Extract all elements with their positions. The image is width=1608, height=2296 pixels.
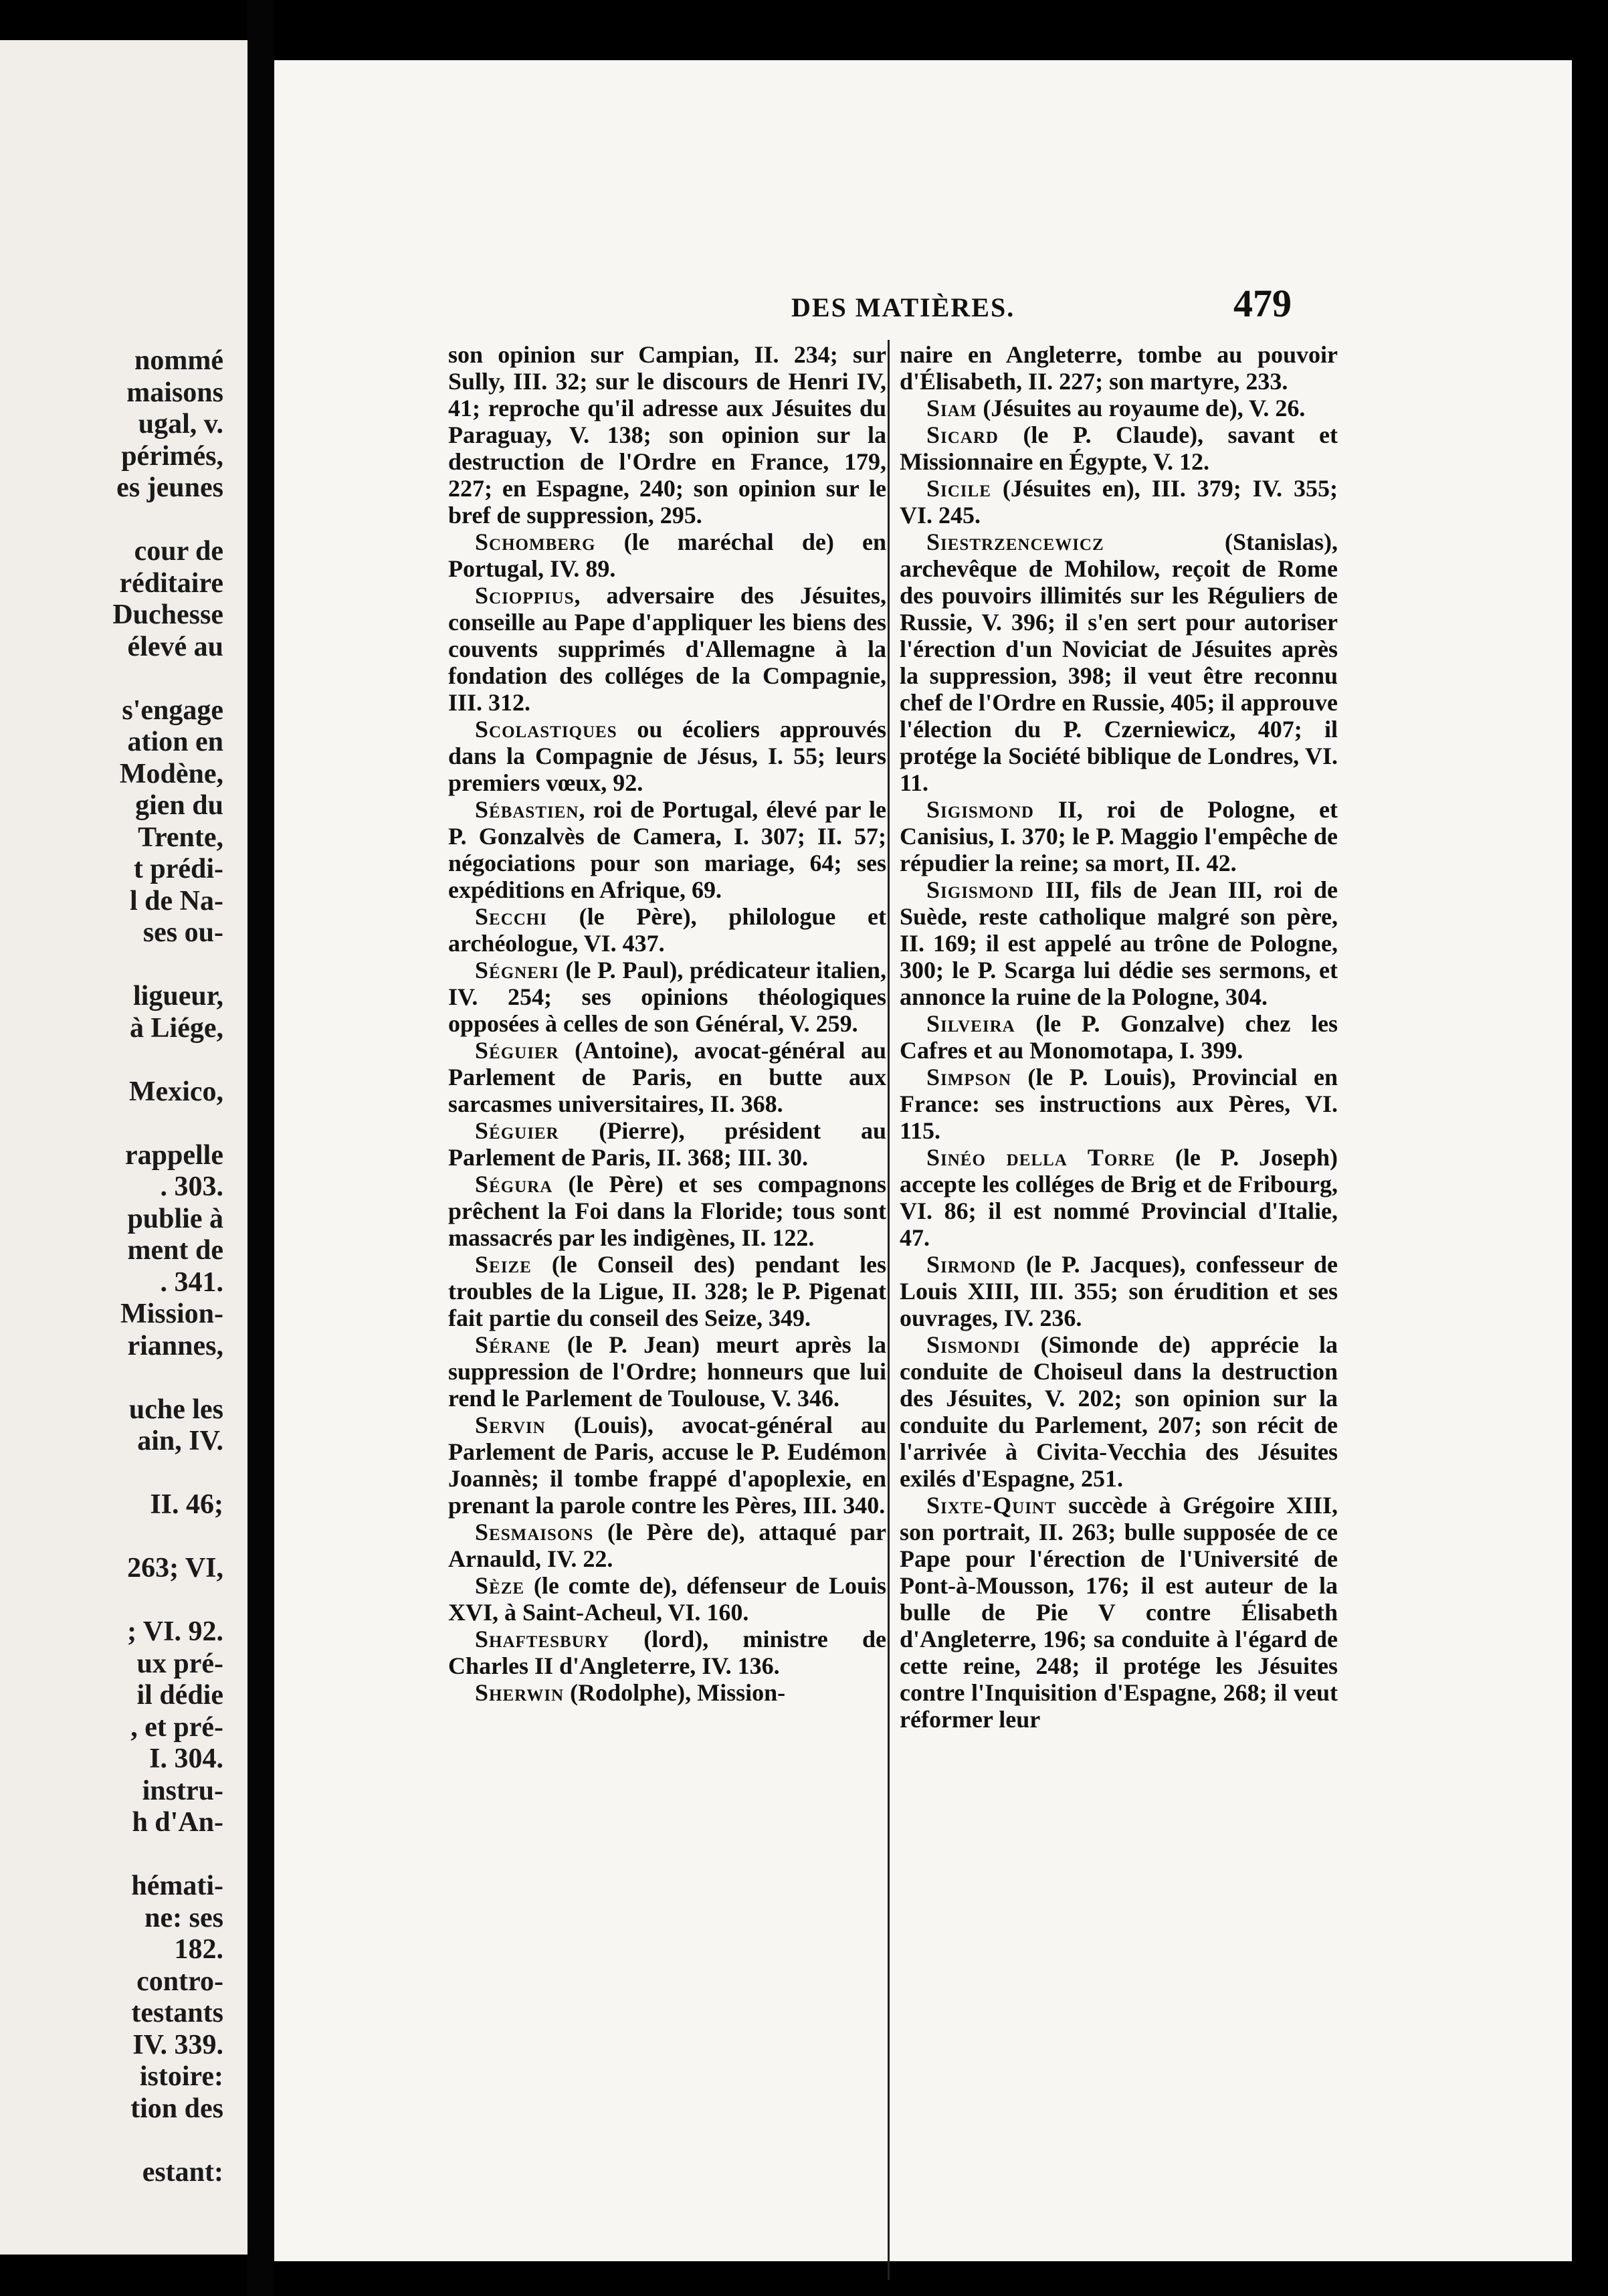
entry-text: (le P. Louis), Provincial en France: ses instructions aux Pères, VI. 115. (900, 1064, 1338, 1144)
entry-text: (le P. Gonzalve) chez les Cafres et au Monomotapa, I. 399. (900, 1010, 1338, 1064)
facing-page-line: maisons (126, 377, 223, 408)
index-entry (448, 1412, 886, 1519)
index-entry (900, 1064, 1338, 1144)
facing-page-line: contro- (136, 1966, 223, 1997)
index-column-left (448, 341, 886, 1706)
entry-headword: Seize (475, 1251, 532, 1278)
entry-headword: Sesmaisons (475, 1519, 594, 1545)
entry-text: (Simonde de) apprécie la conduite de Choiseul dans la destruction des Jésuites, V. 202; son opinion sur la conduite du Parlement, 207; son récit de l'arrivée à Civita-Vecchia des Jésuites exilés d'Espagne, 251. (900, 1331, 1338, 1492)
entry-headword: Sherwin (475, 1679, 565, 1706)
facing-page-line: s'engage (122, 694, 223, 726)
facing-page-line: Mexico, (128, 1076, 223, 1107)
entry-headword: Sicile (926, 475, 991, 502)
facing-page-line: ux pré- (136, 1648, 223, 1679)
facing-page-line: . 303. (160, 1171, 223, 1202)
index-entry (448, 716, 886, 796)
running-header: DES MATIÈRES. (791, 292, 1015, 322)
facing-page-line: rappelle (125, 1139, 223, 1171)
index-entry (448, 796, 886, 903)
facing-page-line: II. 46; (150, 1489, 223, 1520)
entry-text: (le Père) et ses compagnons prêchent la Foi dans la Floride; tous sont massacrés par les indigènes, II. 122. (448, 1171, 886, 1251)
entry-headword: Schomberg (475, 529, 596, 555)
facing-page-line: ligueur, (133, 981, 223, 1012)
facing-page-line: riannes, (127, 1330, 223, 1361)
entry-headword: Sinéo della Torre (926, 1144, 1156, 1171)
entry-text: (le P. Paul), prédicateur italien, IV. 254; ses opinions théologiques opposées à celles de son Général, V. 259. (448, 957, 886, 1037)
facing-page-line: tion des (130, 2093, 223, 2124)
entry-headword: Séguier (475, 1117, 559, 1144)
entry-headword: Scolastiques (475, 716, 617, 743)
entry-headword: Sixte-Quint (926, 1492, 1057, 1519)
entry-text: (Rodolphe), Mission- (564, 1679, 786, 1706)
facing-page-line: il dédie (136, 1680, 223, 1711)
entry-headword: Ségneri (475, 957, 559, 983)
entry-text: (Stanislas), archevêque de Mohilow, reçoit de Rome des pouvoirs illimités sur les Réguliers de Russie, V. 396; il s'en sert pour autoriser l'érection d'un Noviciat de Jésuites après la suppression, 398; il veut être reconnu chef de l'Ordre en Russie, 405; il approuve l'élection du P. Czerniewicz, 407; il protége la Société biblique de Londres, VI. 11. (900, 529, 1338, 796)
facing-page-line: t prédi- (133, 854, 223, 884)
entry-text: (Jésuites au royaume de), V. 26. (977, 395, 1306, 421)
index-entry (900, 475, 1338, 529)
facing-page-line: instru- (142, 1775, 223, 1806)
entry-headword: Servin (475, 1412, 546, 1438)
facing-page-line: , et pré- (130, 1711, 223, 1743)
index-entry (900, 1010, 1338, 1064)
index-entry (448, 1679, 886, 1706)
facing-page-line: Trente, (138, 822, 223, 853)
entry-text: (le P. Jacques), confesseur de Louis XIII, III. 355; son érudition et ses ouvrages, IV. 236. (900, 1251, 1338, 1331)
entry-text: II, roi de Pologne, et Canisius, I. 370; le P. Maggio l'empêche de répudier la reine; sa mort, II. 42. (900, 796, 1338, 876)
facing-page-line: Mission- (120, 1299, 223, 1329)
entry-text: III, fils de Jean III, roi de Suède, reste catholique malgré son père, II. 169; il est appelé au trône de Pologne, 300; le P. Scarga lui dédie ses sermons, et annonce la ruine de la Pologne, 304. (900, 876, 1338, 1010)
facing-page-line: ugal, v. (138, 409, 223, 440)
entry-headword: Sismondi (926, 1331, 1021, 1358)
index-entry (900, 421, 1338, 475)
index-entry (900, 1144, 1338, 1251)
facing-page-line: uche les (128, 1394, 223, 1425)
entry-text: , roi de Portugal, élevé par le P. Gonzalvès de Camera, I. 307; II. 57; négociations pour son mariage, 64; ses expéditions en Afrique, 69. (448, 796, 886, 903)
facing-page-line: nommé (134, 345, 223, 376)
index-entry (448, 1572, 886, 1626)
facing-page-line: 182. (174, 1934, 223, 1965)
entry-text: (le P. Jean) meurt après la suppression de l'Ordre; honneurs que lui rend le Parlement de Toulouse, V. 346. (448, 1331, 886, 1412)
entry-headword: Séguier (475, 1037, 559, 1064)
facing-page-line: ne: ses (144, 1902, 223, 1933)
facing-page-line: élevé au (127, 631, 223, 662)
entry-text: , adversaire des Jésuites, conseille au Pape d'appliquer les biens des couvents supprimés d'Allemagne à la fondation des colléges de la Compagnie, III. 312. (448, 582, 886, 716)
facing-page-line: publie à (127, 1203, 223, 1234)
page-number: 479 (1233, 282, 1292, 325)
facing-page-line: ation en (127, 727, 223, 757)
index-entry (900, 395, 1338, 421)
facing-page-line: périmés, (121, 440, 223, 472)
entry-headword: Sirmond (926, 1251, 1016, 1278)
entry-text: (Louis), avocat-général au Parlement de Paris, accuse le P. Eudémon Joannès; il tombe frappé d'apoplexie, en prenant la parole contre les Pères, III. 340. (448, 1412, 886, 1519)
entry-headword: Siestrzencewicz (926, 529, 1104, 555)
facing-page-line: ; VI. 92. (127, 1616, 223, 1647)
index-entry (900, 796, 1338, 876)
index-entry (448, 957, 886, 1037)
entry-headword: Sigismond (926, 876, 1034, 903)
index-entry (900, 1492, 1338, 1733)
index-entry (900, 529, 1338, 796)
entry-headword: Secchi (475, 903, 547, 930)
entry-headword: Silveira (926, 1010, 1015, 1037)
entry-headword: Ségura (475, 1171, 553, 1198)
entry-text: (le P. Claude), savant et Missionnaire en Égypte, V. 12. (900, 421, 1338, 475)
facing-page-line: Modène, (119, 758, 223, 789)
entry-text: (le P. Joseph) accepte les colléges de Brig et de Fribourg, VI. 86; il est nommé Provincial d'Italie, 47. (900, 1144, 1338, 1251)
entry-headword: Sicard (926, 421, 999, 448)
index-entry (448, 1626, 886, 1679)
facing-page-line: à Liége, (130, 1012, 223, 1044)
index-entry (448, 1251, 886, 1331)
index-entry (448, 1331, 886, 1412)
entry-text: (le comte de), défenseur de Louis XVI, à Saint-Acheul, VI. 160. (448, 1572, 886, 1626)
index-entry (448, 903, 886, 957)
facing-page-line: l de Na- (130, 885, 223, 917)
facing-page-line: testants (131, 1998, 223, 2028)
facing-page-line: ain, IV. (137, 1426, 223, 1456)
entry-text: (le maréchal de) en Portugal, IV. 89. (448, 529, 886, 582)
index-entry (448, 529, 886, 582)
facing-page-line: réditaire (119, 567, 223, 599)
entry-headword: Simpson (926, 1064, 1012, 1090)
entry-text: (Antoine), avocat-général au Parlement de Paris, en butte aux sarcasmes universitaires, II. 368. (448, 1037, 886, 1117)
facing-page-line: hémati- (131, 1871, 223, 1901)
facing-page-line: 263; VI, (127, 1553, 223, 1584)
facing-page-line: gien du (135, 790, 223, 821)
entry-text: son opinion sur Campian, II. 234; sur Sully, III. 32; sur le discours de Henri IV, 41; reproche qu'il adresse aux Jésuites du Paraguay, V. 138; son opinion sur la destruction de l'Ordre en France, 179, 227; en Espagne, 240; son opinion sur le bref de suppression, 295. (448, 341, 886, 529)
entry-text: naire en Angleterre, tombe au pouvoir d'Élisabeth, II. 227; son martyre, 233. (900, 341, 1338, 395)
facing-page-line: I. 304. (149, 1743, 223, 1774)
entry-headword: Sérane (475, 1331, 551, 1358)
entry-headword: Sigismond (926, 796, 1034, 823)
entry-text: (Pierre), président au Parlement de Paris, II. 368; III. 30. (448, 1117, 886, 1171)
entry-headword: Sébastien (475, 796, 579, 823)
facing-page-line: h d'An- (132, 1807, 223, 1838)
index-entry (448, 1519, 886, 1572)
column-divider (888, 340, 890, 2280)
index-entry (448, 1171, 886, 1251)
index-entry (900, 341, 1338, 395)
index-column-right (900, 341, 1338, 1733)
facing-page-line: Duchesse (112, 599, 223, 630)
facing-page-line: es jeunes (116, 472, 223, 503)
index-entry (448, 582, 886, 716)
index-entry (448, 1117, 886, 1171)
entry-headword: Scioppius (475, 582, 575, 609)
facing-page-line: IV. 339. (132, 2029, 223, 2061)
entry-text: (Jésuites en), III. 379; IV. 355; VI. 245. (900, 475, 1338, 529)
facing-page-line: estant: (142, 2156, 223, 2188)
entry-text: succède à Grégoire XIII, son portrait, II. 263; bulle supposée de ce Pape pour l'érection de l'Université de Pont-à-Mousson, 176; il est auteur de la bulle de Pie V contre Élisabeth d'Angleterre, 196; sa conduite à l'égard de cette reine, 248; il protége les Jésuites contre l'Inquisition d'Espagne, 268; il veut réformer leur (900, 1492, 1338, 1733)
facing-page-line: ses ou- (142, 917, 223, 948)
book-gutter (247, 0, 274, 2296)
entry-text: (lord), ministre de Charles II d'Angleterre, IV. 136. (448, 1626, 886, 1679)
entry-headword: Sèze (475, 1572, 525, 1599)
facing-page-line: cour de (134, 536, 223, 567)
entry-text: (le Père de), attaqué par Arnauld, IV. 22. (448, 1519, 886, 1572)
facing-page-line: istoire: (139, 2061, 223, 2092)
facing-page-fragment (0, 40, 247, 2255)
entry-headword: Shaftesbury (475, 1626, 610, 1652)
entry-text: (le Père), philologue et archéologue, VI. 437. (448, 903, 886, 957)
entry-headword: Siam (926, 395, 977, 421)
facing-page-line: . 341. (160, 1266, 223, 1298)
entry-text: ou écoliers approuvés dans la Compagnie de Jésus, I. 55; leurs premiers vœux, 92. (448, 716, 886, 796)
index-entry (900, 1331, 1338, 1492)
entry-text: (le Conseil des) pendant les troubles de la Ligue, II. 328; le P. Pigenat fait partie du conseil des Seize, 349. (448, 1251, 886, 1331)
index-entry (448, 1037, 886, 1117)
facing-page-line: ment de (127, 1235, 223, 1266)
index-entry (448, 341, 886, 529)
index-entry (900, 1251, 1338, 1331)
index-entry (900, 876, 1338, 1010)
